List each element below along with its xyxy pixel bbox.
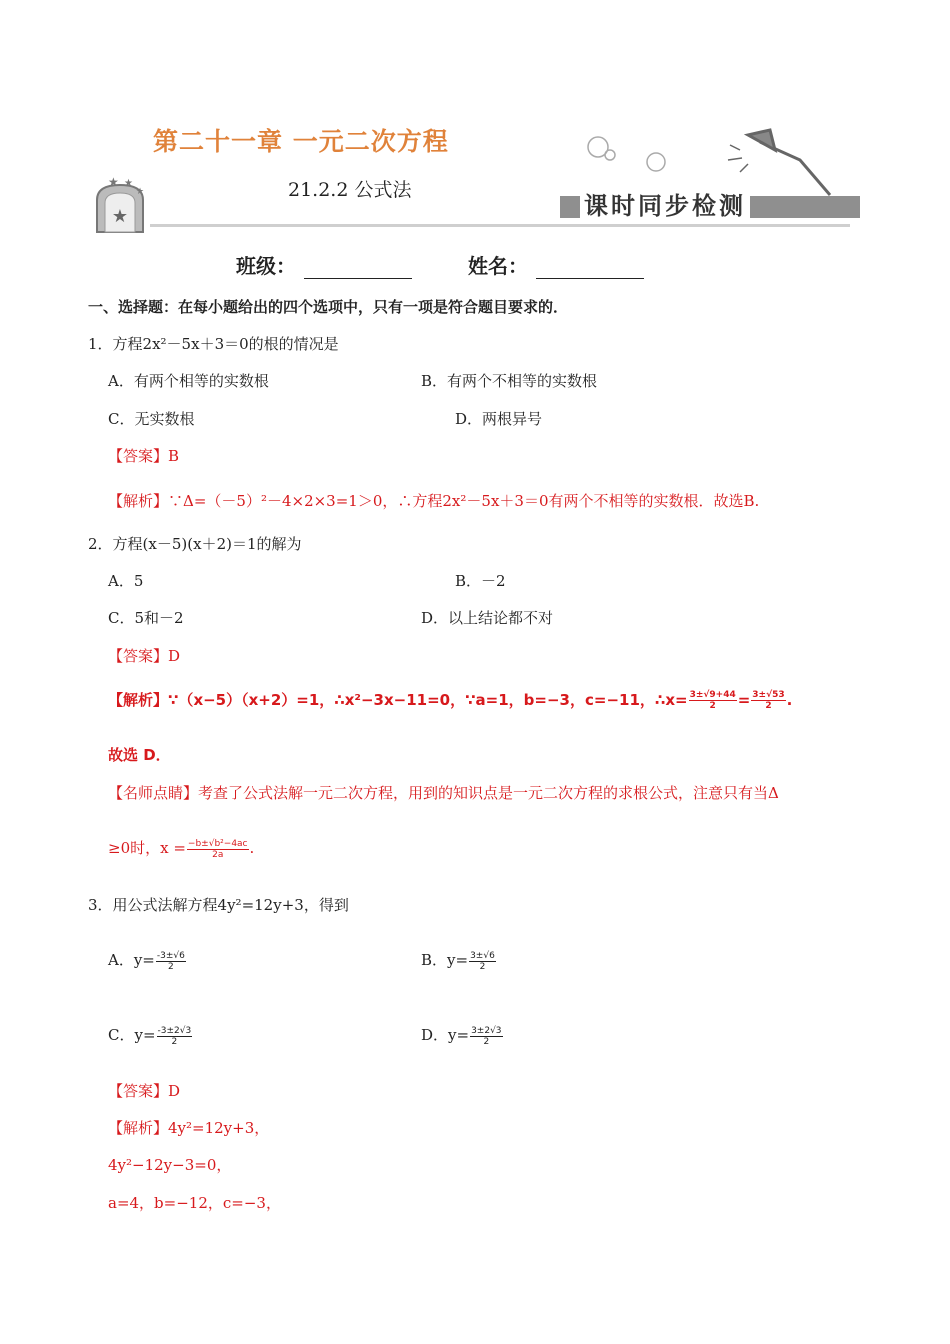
q3-answer: 【答案】D xyxy=(108,1082,181,1100)
q2-analysis: 【解析】∵（x−5）（x+2）=1，∴x²−3x−11=0，∵a=1，b=−3，c=−11，∴x= $\frac{3\pm√9+44}{2}$ = $\frac{3\pm√53}{2}$ . xyxy=(108,690,793,711)
q1-option-a: A．有两个相等的实数根 xyxy=(108,372,269,390)
q2-tip: 【名师点睛】考查了公式法解一元二次方程，用到的知识点是一元二次方程的求根公式，注意只有当Δ xyxy=(108,784,779,802)
q2-option-b: B．－2 xyxy=(455,572,506,590)
q1-answer: 【答案】B xyxy=(108,447,180,465)
q3-analysis-2: 4y²−12y−3=0， xyxy=(108,1156,232,1174)
q1-option-b: B．有两个不相等的实数根 xyxy=(421,372,598,390)
class-label: 班级： xyxy=(236,254,296,278)
q2-option-d: D．以上结论都不对 xyxy=(421,609,554,627)
q2-option-c: C．5和－2 xyxy=(108,609,184,627)
class-field xyxy=(236,250,412,279)
q3-analysis-3: a=4，b=−12，c=−3， xyxy=(108,1194,281,1212)
class-blank xyxy=(304,260,412,279)
q2-fraction-1: $\frac{3\pm√9+44}{2}$ xyxy=(689,690,736,711)
q1-option-d: D．两根异号 xyxy=(455,410,543,428)
name-label: 姓名： xyxy=(468,254,528,278)
name-field xyxy=(468,250,644,279)
svg-text:★: ★ xyxy=(124,178,133,189)
header-decoration xyxy=(0,0,950,240)
svg-text:★: ★ xyxy=(111,206,129,227)
q3-stem: 3．用公式法解方程4y²=12y+3，得到 xyxy=(88,896,349,914)
q3-option-d: D．y= $\frac{3\pm 2√3}{2}$ xyxy=(421,1025,502,1047)
badge-text: 课时同步检测 xyxy=(580,186,750,221)
q2-stem: 2．方程(x－5)(x＋2)＝1的解为 xyxy=(88,535,302,553)
q3-option-c: C．y= $\frac{-3\pm 2√3}{2}$ xyxy=(108,1025,192,1047)
q2-tip-fraction: $\frac{\text{−b±√b²−4ac}}{2a}$ xyxy=(187,838,248,860)
q2-option-a: A．5 xyxy=(108,572,144,590)
q2-analysis-text: 【解析】∵（x−5）（x+2）=1，∴x²−3x−11=0，∵a=1，b=−3，c=−11，∴x= xyxy=(108,691,688,709)
bubbles-icon xyxy=(588,137,665,171)
section-title: 21.2.2 公式法 xyxy=(288,179,412,201)
q2-fraction-2: $\frac{3\pm√53}{2}$ xyxy=(752,690,785,711)
q2-tip-formula: ≥0时，x = $\frac{\text{−b±√b²−4ac}}{2a}$ . xyxy=(108,838,255,860)
instructions: 一、选择题：在每小题给出的四个选项中，只有一项是符合题目要求的． xyxy=(88,298,569,316)
q2-conclusion: 故选 D． xyxy=(108,746,171,764)
svg-text:★: ★ xyxy=(108,175,119,189)
q1-option-c: C．无实数根 xyxy=(108,410,195,428)
q1-analysis: 【解析】∵Δ=（－5）²－4×2×3=1＞0，∴方程2x²－5x＋3＝0有两个不相等的实数根．故选B. xyxy=(108,492,760,510)
svg-text:★: ★ xyxy=(136,187,145,197)
chapter-title: 第二十一章 一元二次方程 xyxy=(153,127,449,156)
q2-answer: 【答案】D xyxy=(108,647,181,665)
q3-analysis-1: 【解析】4y²=12y+3， xyxy=(108,1119,270,1137)
q1-stem: 1．方程2x²－5x＋3＝0的根的情况是 xyxy=(88,335,339,353)
q3-option-a: A．y= $\frac{-3\pm√6}{2}$ xyxy=(108,950,185,972)
q3-option-b: B．y= $\frac{3\pm√6}{2}$ xyxy=(421,950,495,972)
name-blank xyxy=(536,260,644,279)
star-logo-icon xyxy=(97,175,144,232)
